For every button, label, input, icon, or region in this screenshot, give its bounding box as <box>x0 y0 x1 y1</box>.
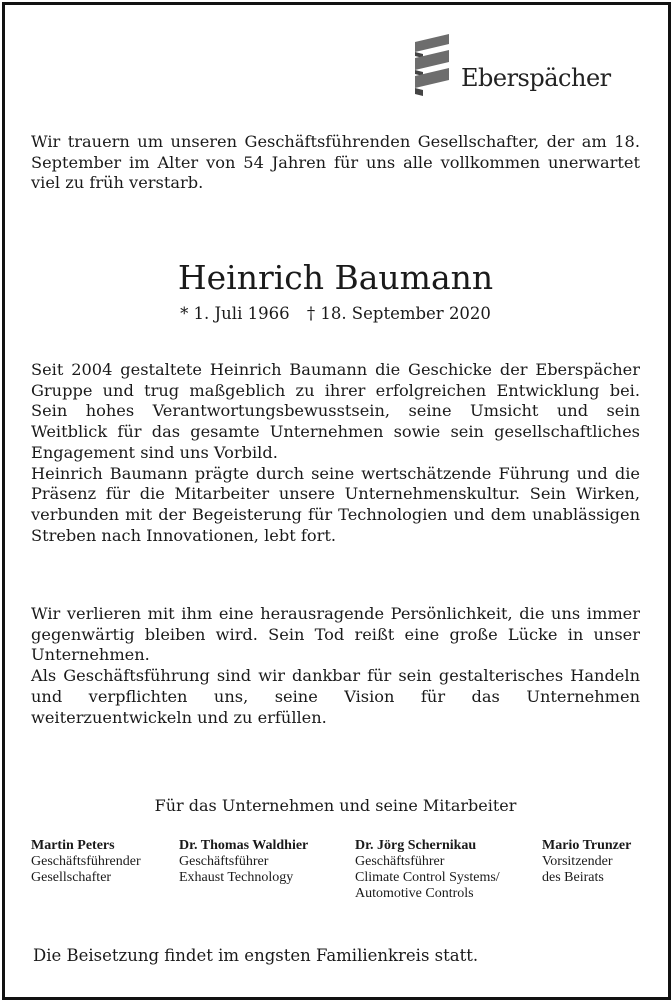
intro-paragraph: Wir trauern um unseren Geschäftsführenden Gesellschafter, der am 18. September im Alter von 54 Jahren für uns alle vollkommen unerwartet viel zu früh verstarb. <box>31 132 640 193</box>
deceased-name: Heinrich Baumann <box>177 258 494 297</box>
body-text-1 <box>31 360 640 546</box>
signatory <box>31 838 141 886</box>
birth-date: * 1. Juli 1966 <box>180 304 290 323</box>
body-paragraph: Als Geschäftsführung sind wir dankbar für sein gestalterisches Handeln und verpflichten uns, seine Vision für das Unternehmen weiterzuentwickeln und zu erfüllen. <box>31 666 640 727</box>
signatory-title: Geschäftsführer <box>179 854 269 869</box>
signatory-name: Dr. Jörg Schernikau <box>355 838 477 853</box>
signatory-title: Automotive Controls <box>355 886 474 901</box>
signatory <box>179 838 308 886</box>
signatory-title: Exhaust Technology <box>179 870 294 885</box>
eberspaecher-logo <box>413 34 643 104</box>
logo-mark-icon <box>413 34 453 100</box>
body-paragraph: Wir verlieren mit ihm eine herausragende Persönlichkeit, die uns immer gegenwärtig bleiben wird. Sein Tod reißt eine große Lücke in unser Unternehmen. <box>31 604 640 665</box>
signatory-name: Martin Peters <box>31 838 115 853</box>
logo-text: Eberspächer <box>461 64 611 92</box>
signatory-title: des Beirats <box>542 870 604 885</box>
body-text-2 <box>31 604 640 728</box>
burial-note: Die Beisetzung findet im engsten Familienkreis statt. <box>33 946 479 965</box>
signatory-name: Dr. Thomas Waldhier <box>179 838 309 853</box>
signatory-name: Mario Trunzer <box>542 838 632 853</box>
for-line: Für das Unternehmen und seine Mitarbeiter <box>154 796 517 815</box>
signatory-title: Gesellschafter <box>31 870 112 885</box>
signatory-title: Vorsitzender <box>542 854 613 869</box>
life-dates <box>0 304 671 323</box>
body-paragraph: Heinrich Baumann prägte durch seine wertschätzende Führung und die Präsenz für die Mitarbeiter unsere Unternehmenskultur. Sein Wirken, verbunden mit der Begeisterung für Technologien und dem unablässigen Streben nach Innovationen, lebt fort. <box>31 463 640 545</box>
signatory <box>355 838 500 902</box>
signatory <box>542 838 631 886</box>
signatory-title: Geschäftsführender <box>31 854 141 869</box>
intro-text <box>31 132 640 194</box>
death-date: † 18. September 2020 <box>306 304 491 323</box>
signatory-title: Climate Control Systems/ <box>355 870 500 885</box>
signatory-title: Geschäftsführer <box>355 854 445 869</box>
body-paragraph: Seit 2004 gestaltete Heinrich Baumann die Geschicke der Eberspächer Gruppe und trug maßgeblich zu ihrer erfolgreichen Entwicklung bei. Sein hohes Verantwortungsbewusstsein, seine Umsicht und sein Weitblick für das gesamte Unternehmen sowie sein gesellschaftliches Engagement sind uns Vorbild. <box>31 360 640 462</box>
